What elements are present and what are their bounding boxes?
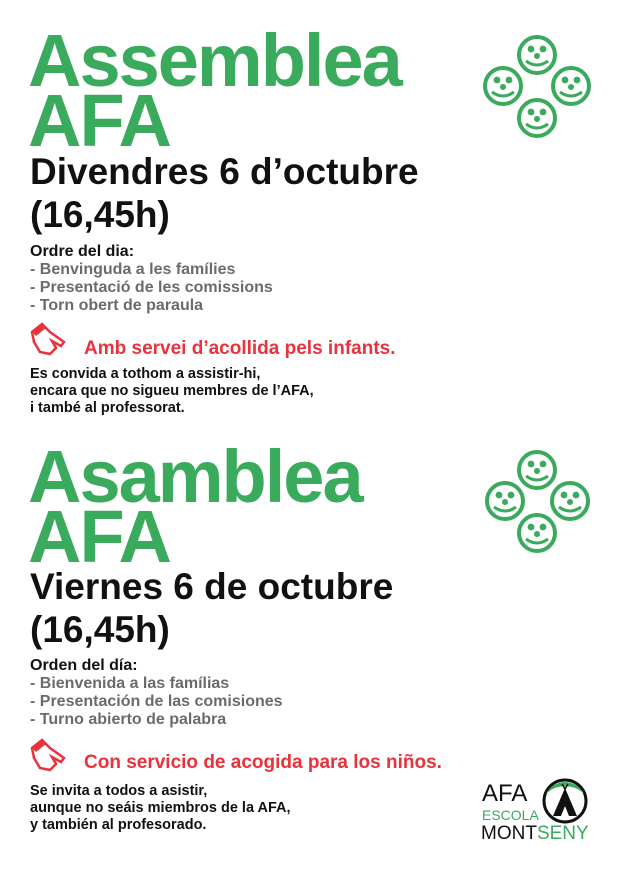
time-spanish: (16,45h) [30,609,170,650]
agenda-heading-catalan: Ordre del dia: [30,243,135,260]
agenda-item: - Turno abierto de palabra [30,711,227,728]
logo-afa: AFA [482,780,528,807]
pointing-hand-icon [28,738,70,774]
title-catalan: Assemblea [28,19,401,102]
invite-line: i també al professorat. [30,400,185,416]
teepee-logo-icon [540,776,590,826]
notice-spanish: Con servicio de acogida para los niños. [84,752,442,773]
invite-line: y también al profesorado. [30,817,207,833]
invite-line: Se invita a todos a asistir, [30,783,208,799]
notice-catalan: Amb servei d’acollida pels infants. [84,338,396,359]
logo-mont: MONT [481,823,537,844]
agenda-item: - Presentación de las comisiones [30,693,283,710]
title-afa-spanish: AFA [28,495,170,578]
logo-seny: SENY [536,823,589,844]
logo-escola: ESCOLA [482,807,539,823]
title-afa-catalan: AFA [28,79,170,162]
pointing-hand-icon [28,322,70,358]
invite-line: encara que no sigueu membres de l’AFA, [30,383,314,399]
agenda-heading-spanish: Orden del día: [30,657,138,674]
agenda-item: - Presentació de les comissions [30,279,273,296]
agenda-item: - Benvinguda a les famílies [30,261,236,278]
agenda-item: - Torn obert de paraula [30,297,204,314]
invite-line: Es convida a tothom a assistir-hi, [30,366,261,382]
agenda-item: - Bienvenida a las famílias [30,675,230,692]
title-spanish: Asamblea [28,435,362,518]
invite-line: aunque no seáis miembros de la AFA, [30,800,291,816]
logo-montseny [481,824,589,843]
date-spanish: Viernes 6 de octubre [30,566,394,607]
time-catalan: (16,45h) [30,194,170,235]
smiley-cluster-icon [472,28,602,148]
date-catalan: Divendres 6 d’octubre [30,151,419,192]
smiley-cluster-icon [472,443,602,563]
